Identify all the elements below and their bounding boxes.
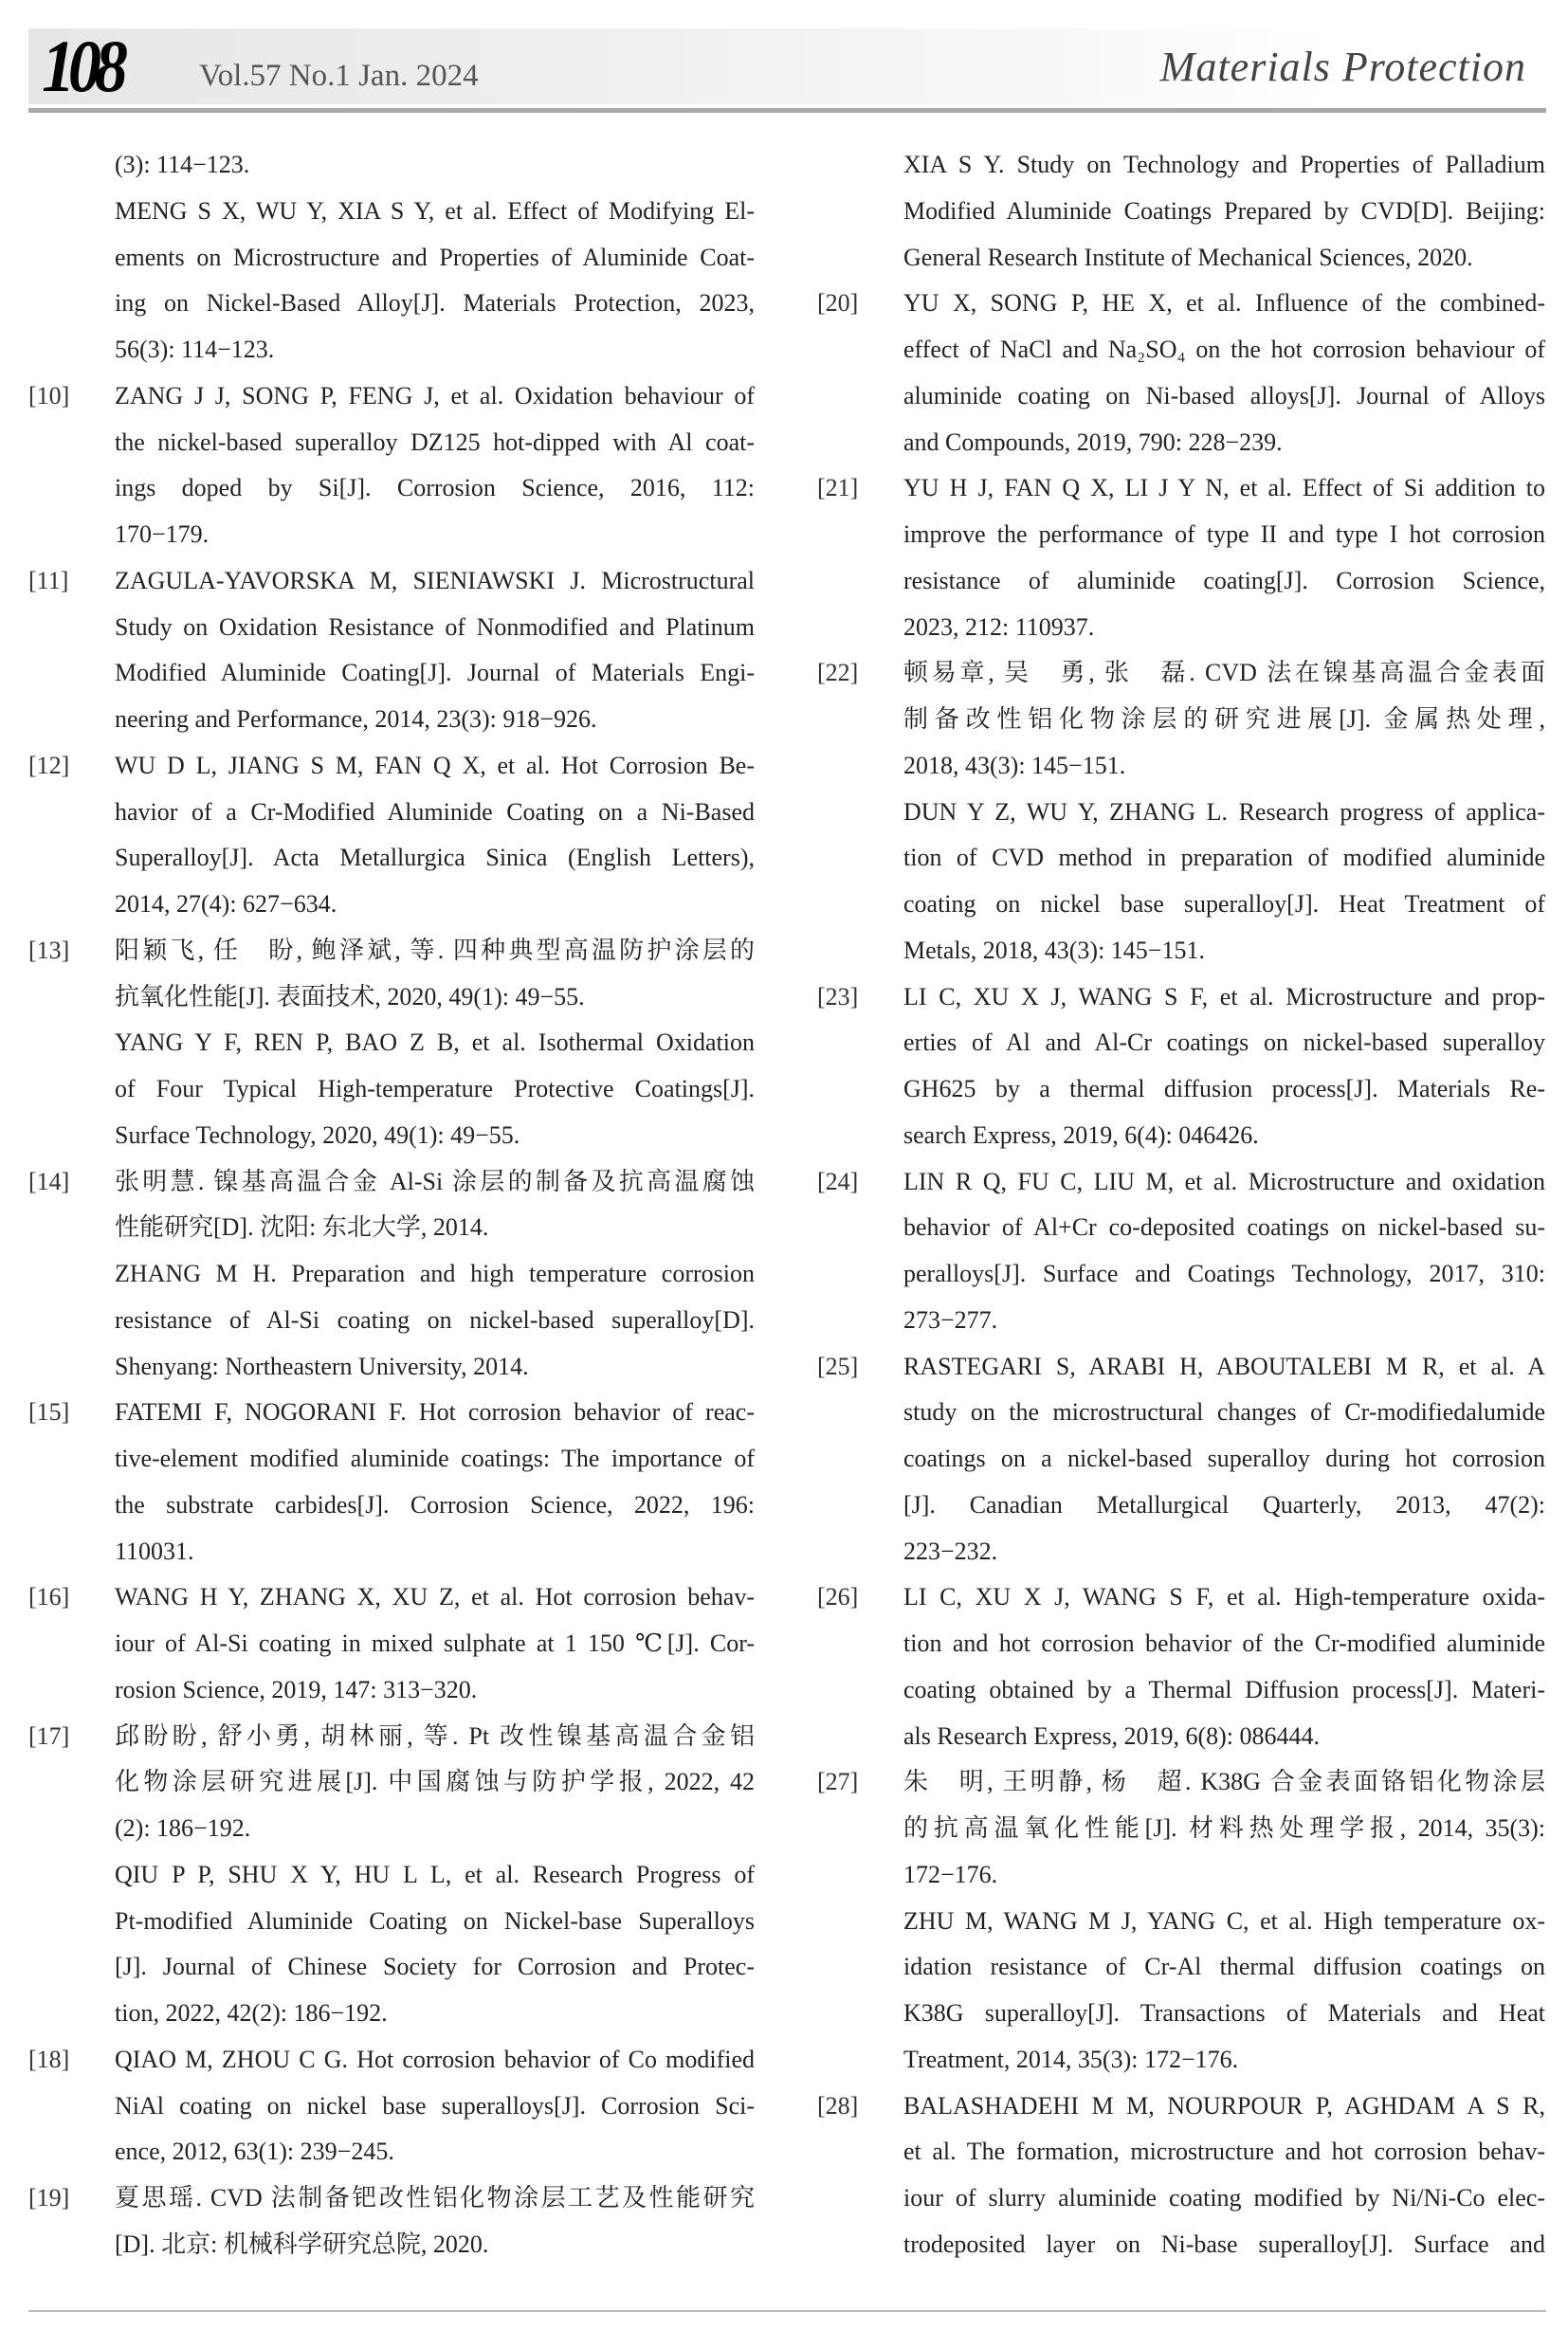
reference-text-line: als Research Express, 2019, 6(8): 086444. [903,1721,1321,1750]
reference-text-line: coatings on a nickel-based superalloy during hot corrosion [903,1445,1545,1472]
reference-text-line: neering and Performance, 2014, 23(3): 918−926. [115,705,597,733]
reference-entry [28,2037,755,2175]
reference-entry [817,1159,1545,1344]
reference-text-line: 朱 明, 王明静, 杨 超. K38G 合金表面铬铝化物涂层 [903,1768,1545,1796]
reference-number: [10] [28,381,70,410]
reference-text-line: (3): 114−123. [115,151,250,178]
reference-text-line: et al. The formation, microstructure and hot corrosion behav- [903,2138,1545,2166]
reference-text-line: DUN Y Z, WU Y, ZHANG L. Research progress of applica- [903,797,1545,826]
issue-info: Vol.57 No.1 Jan. 2024 [199,59,479,93]
reference-entry [817,281,1545,465]
reference-number: [21] [817,474,859,502]
reference-number: [28] [817,2091,859,2120]
reference-text-line: and Compounds, 2019, 790: 228−239. [903,428,1283,456]
reference-text-line: erties of Al and Al-Cr coatings on nickel-based superalloy [903,1028,1545,1057]
reference-text-line: coating on nickel base superalloy[J]. Heat Treatment of [903,890,1545,918]
reference-number: [15] [28,1398,70,1427]
reference-text-line: LI C, XU X J, WANG S F, et al. High-temperature oxida- [903,1583,1545,1611]
reference-text-line: coating obtained by a Thermal Diffusion process[J]. Materi- [903,1675,1545,1703]
reference-text-line: the nickel-based superalloy DZ125 hot-dipped with Al coat- [115,428,755,456]
reference-text-line: trodeposited layer on Ni-base superalloy[J]. Surface and [903,2230,1545,2258]
reference-text-line: iour of Al-Si coating in mixed sulphate at 1 150 ℃[J]. Cor- [115,1629,755,1657]
reference-number: [22] [817,659,859,687]
reference-text-line: tion, 2022, 42(2): 186−192. [115,1999,388,2027]
reference-text-line: BALASHADEHI M M, NOURPOUR P, AGHDAM A S R, [903,2091,1545,2120]
reference-text-line: XIA S Y. Study on Technology and Properties of Palladium [903,151,1545,178]
reference-column-left [28,142,755,2268]
reference-text-line: Modified Aluminide Coating[J]. Journal of Materials Engi- [115,659,755,687]
reference-text-line: FATEMI F, NOGORANI F. Hot corrosion behavior of reac- [115,1398,755,1427]
journal-title: Materials Protection [1159,44,1526,90]
reference-text-line: 172−176. [903,1860,998,1888]
reference-text-line: 110031. [115,1537,194,1565]
reference-text-line: ZHU M, WANG M J, YANG C, et al. High temperature ox- [903,1906,1545,1935]
reference-text-line: GH625 by a thermal diffusion process[J]. Materials Re- [903,1075,1545,1102]
reference-text-line: aluminide coating on Ni-based alloys[J]. Journal of Alloys [903,381,1545,410]
reference-text-line: K38G superalloy[J]. Transactions of Materials and Heat [903,1999,1545,2027]
reference-text-line: WANG H Y, ZHANG X, XU Z, et al. Hot corrosion behav- [115,1583,755,1611]
reference-text-line: Treatment, 2014, 35(3): 172−176. [903,2045,1239,2073]
reference-text-line: MENG S X, WU Y, XIA S Y, et al. Effect of Modifying El- [115,196,755,225]
reference-number: [11] [28,566,69,594]
reference-number: [20] [817,289,859,318]
reference-text-line: ing on Nickel-Based Alloy[J]. Materials Protection, 2023, [115,289,755,318]
reference-text-line: rosion Science, 2019, 147: 313−320. [115,1675,478,1703]
reference-text-line: ZAGULA-YAVORSKA M, SIENIAWSKI J. Microstructural [115,566,755,594]
reference-number: [24] [817,1167,859,1195]
reference-text-line: tive-element modified aluminide coatings: The importance of [115,1445,755,1472]
reference-text-line: study on the microstructural changes of Cr-modifiedalumide [903,1398,1545,1427]
reference-text-line: 制备改性铝化物涂层的研究进展[J]. 金属热处理, [903,705,1545,733]
reference-text-line: ements on Microstructure and Properties of Aluminide Coat- [115,243,755,271]
reference-number: [25] [817,1352,859,1380]
reference-text-line: idation resistance of Cr-Al thermal diffusion coatings on [903,1953,1545,1981]
reference-text-line: 170−179. [115,520,210,548]
reference-text-line: 56(3): 114−123. [115,336,275,363]
reference-text-line: RASTEGARI S, ARABI H, ABOUTALEBI M R, et al. A [903,1352,1545,1380]
reference-text-line: Pt-modified Aluminide Coating on Nickel-base Superalloys [115,1906,755,1935]
reference-number: [13] [28,936,70,964]
reference-text-line: 顿易章, 吴 勇, 张 磊. CVD 法在镍基高温合金表面 [903,659,1545,687]
reference-text-line: YU H J, FAN Q X, LI J Y N, et al. Effect of Si addition to [903,474,1545,502]
reference-text-line: Metals, 2018, 43(3): 145−151. [903,936,1205,964]
reference-text-line: Study on Oxidation Resistance of Nonmodified and Platinum [115,612,755,641]
reference-text-line: 223−232. [903,1537,998,1565]
reference-entry [28,1714,755,2037]
reference-text-line: QIU P P, SHU X Y, HU L L, et al. Research Progress of [115,1860,755,1888]
reference-entry [28,928,755,1159]
reference-entry [817,1575,1545,1759]
reference-text-line: Surface Technology, 2020, 49(1): 49−55. [115,1120,520,1149]
reference-text-line: ZHANG M H. Preparation and high temperature corrosion [115,1260,755,1287]
reference-number: [14] [28,1167,70,1195]
reference-text-line: Shenyang: Northeastern University, 2014. [115,1352,529,1380]
reference-text-line: resistance of Al-Si coating on nickel-based superalloy[D]. [115,1305,755,1334]
reference-text-line: havior of a Cr-Modified Aluminide Coating on a Ni-Based [115,797,755,826]
reference-number: [26] [817,1583,859,1611]
reference-entry [28,373,755,558]
reference-entry [817,1759,1545,2083]
reference-column-right [817,142,1545,2268]
reference-text-line: tion and hot corrosion behavior of the Cr-modified aluminide [903,1629,1545,1657]
reference-text-line: 张明慧. 镍基高温合金 Al-Si 涂层的制备及抗高温腐蚀 [115,1167,755,1195]
reference-text-line: LIN R Q, FU C, LIU M, et al. Microstructure and oxidation [903,1167,1545,1195]
reference-entry [817,974,1545,1159]
reference-text-line: [J]. Canadian Metallurgical Quarterly, 2013, 47(2): [903,1490,1545,1519]
reference-text-line: [D]. 北京: 机械科学研究总院, 2020. [115,2230,489,2258]
reference-text-line: 阳颖飞, 任 盼, 鲍泽斌, 等. 四种典型高温防护涂层的 [115,936,755,964]
page-number: 108 [42,25,121,107]
reference-entry [28,1159,755,1391]
reference-text-line: General Research Institute of Mechanical Sciences, 2020. [903,243,1473,271]
reference-text-line: 2023, 212: 110937. [903,612,1095,641]
reference-entry [817,2084,1545,2268]
reference-text-line: tion of CVD method in preparation of modified aluminide [903,844,1545,872]
reference-text-line: (2): 186−192. [115,1814,251,1842]
reference-text-line: search Express, 2019, 6(4): 046426. [903,1120,1259,1149]
reference-text-line: 性能研究[D]. 沈阳: 东北大学, 2014. [115,1213,489,1242]
reference-entry [28,142,755,373]
reference-text-line: 抗氧化性能[J]. 表面技术, 2020, 49(1): 49−55. [115,982,585,1010]
reference-text-line: resistance of aluminide coating[J]. Corrosion Science, [903,566,1545,594]
reference-text-line: ings doped by Si[J]. Corrosion Science, 2016, 112: [115,474,755,502]
reference-text-line: 的抗高温氧化性能[J]. 材料热处理学报, 2014, 35(3): [903,1814,1545,1842]
reference-text-line: of Four Typical High-temperature Protective Coatings[J]. [115,1075,755,1102]
reference-text-line: ZANG J J, SONG P, FENG J, et al. Oxidation behaviour of [115,381,755,410]
reference-number: [18] [28,2045,70,2073]
reference-text-line: YANG Y F, REN P, BAO Z B, et al. Isothermal Oxidation [115,1028,755,1057]
reference-text-line: 邱盼盼, 舒小勇, 胡林丽, 等. Pt 改性镍基高温合金铝 [115,1721,755,1750]
reference-text-line: QIAO M, ZHOU C G. Hot corrosion behavior of Co modified [115,2045,755,2073]
reference-text-line: peralloys[J]. Surface and Coatings Technology, 2017, 310: [903,1260,1545,1287]
reference-text-line: 2014, 27(4): 627−634. [115,890,337,918]
reference-number: [17] [28,1721,70,1750]
reference-number: [23] [817,982,859,1010]
reference-entry [28,2175,755,2268]
reference-entry [817,1344,1545,1575]
reference-text-line: the substrate carbides[J]. Corrosion Science, 2022, 196: [115,1490,755,1519]
reference-number: [16] [28,1583,70,1611]
reference-text-line: NiAl coating on nickel base superalloys[J]. Corrosion Sci- [115,2091,755,2120]
reference-entry [817,650,1545,974]
reference-text-line: behavior of Al+Cr co-deposited coatings on nickel-based su- [903,1213,1545,1242]
reference-text-line: WU D L, JIANG S M, FAN Q X, et al. Hot Corrosion Be- [115,751,755,779]
footer-rule [28,2310,1546,2312]
reference-number: [19] [28,2184,70,2212]
reference-text-line: ence, 2012, 63(1): 239−245. [115,2138,394,2166]
reference-number: [12] [28,751,70,779]
reference-text-line: 273−277. [903,1305,998,1334]
reference-entry [28,743,755,928]
reference-text-line: 化物涂层研究进展[J]. 中国腐蚀与防护学报, 2022, 42 [115,1768,755,1796]
reference-text-line: 2018, 43(3): 145−151. [903,751,1126,779]
reference-entry [28,558,755,743]
reference-text-line: YU X, SONG P, HE X, et al. Influence of the combined- [903,289,1545,318]
header-rule [28,108,1546,113]
reference-text-line: [J]. Journal of Chinese Society for Corrosion and Protec- [115,1953,755,1981]
reference-entry [817,465,1545,650]
reference-text-line: Modified Aluminide Coatings Prepared by CVD[D]. Beijing: [903,196,1545,225]
reference-text-line: effect of NaCl and Na₂SO₄ on the hot corrosion behaviour of [903,336,1545,363]
reference-entry [28,1390,755,1575]
reference-text-line: LI C, XU X J, WANG S F, et al. Microstructure and prop- [903,982,1545,1010]
reference-entry [28,1575,755,1713]
reference-number: [27] [817,1768,859,1796]
reference-text-line: iour of slurry aluminide coating modified by Ni/Ni-Co elec- [903,2184,1545,2212]
reference-text-line: 夏思瑶. CVD 法制备钯改性铝化物涂层工艺及性能研究 [115,2184,755,2212]
reference-text-line: improve the performance of type II and type I hot corrosion [903,520,1545,548]
reference-text-line: Superalloy[J]. Acta Metallurgica Sinica (English Letters), [115,844,755,872]
reference-entry [817,142,1545,281]
